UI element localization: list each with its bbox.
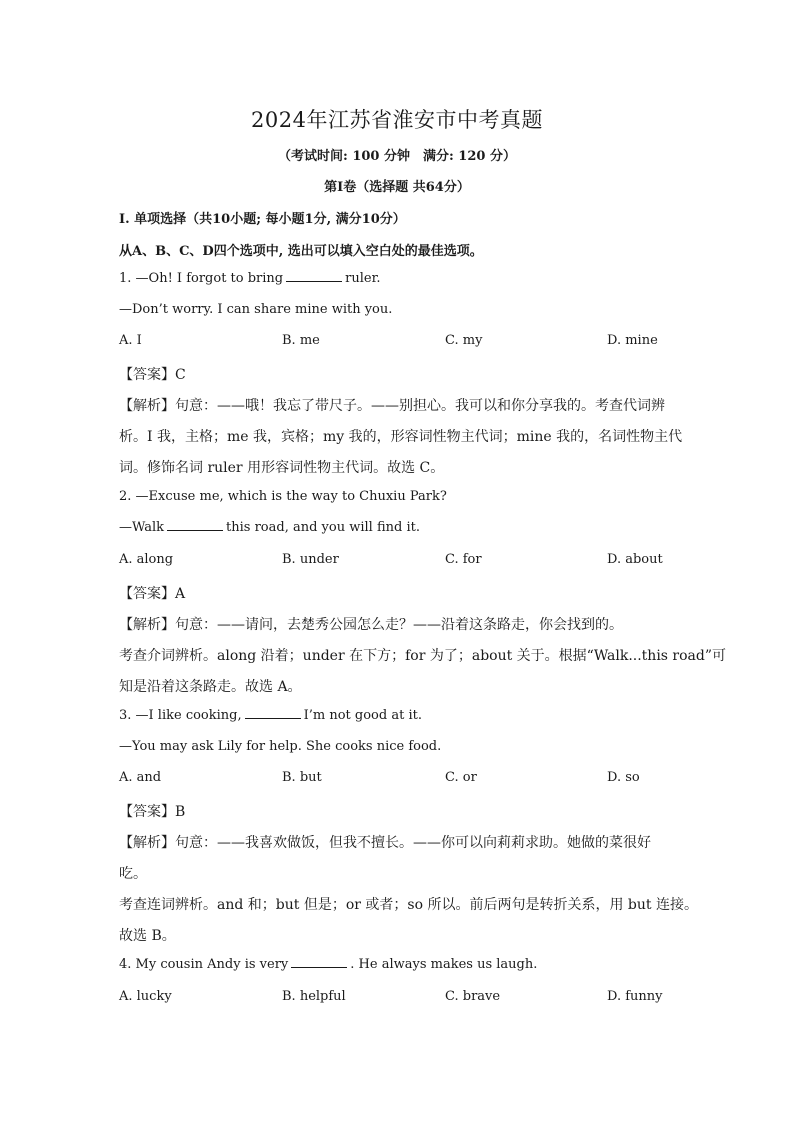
question-1-analysis-line: 析。I 我，主格；me 我，宾格；my 我的，形容词性物主代词；mine 我的，名词性物主代 — [119, 429, 683, 445]
option-b: B. under — [282, 552, 339, 567]
option-c: C. my — [445, 333, 483, 348]
question-3-analysis-line: 故选 B。 — [119, 928, 176, 944]
question-1-reply: —Don’t worry. I can share mine with you. — [119, 302, 393, 317]
question-4-stem — [119, 957, 537, 972]
section-heading: I. 单项选择（共10小题; 每小题1分, 满分10分） — [119, 212, 406, 227]
question-1-answer: 【答案】C — [119, 367, 186, 383]
question-1-stem-post: ruler. — [345, 271, 381, 286]
option-b: B. me — [282, 333, 320, 348]
question-2-answer: 【答案】A — [119, 586, 186, 602]
question-3-analysis-line: 【解析】句意：——我喜欢做饭，但我不擅长。——你可以向莉莉求助。她做的菜很好 — [119, 835, 651, 851]
section-instruction: 从A、B、C、D四个选项中, 选出可以填入空白处的最佳选项。 — [119, 244, 483, 259]
option-c: C. or — [445, 770, 477, 785]
question-1-stem-pre: 1. —Oh! I forgot to bring — [119, 271, 284, 286]
option-a: A. along — [119, 552, 174, 567]
question-2-analysis-line: 知是沿着这条路走。故选 A。 — [119, 679, 302, 695]
exam-subtitle: （考试时间: 100 分钟 满分: 120 分） — [278, 149, 516, 164]
part-heading: 第Ⅰ卷（选择题 共64分） — [324, 180, 470, 195]
question-3-analysis-line: 吃。 — [119, 866, 147, 882]
option-d: D. mine — [607, 333, 658, 348]
question-2-reply-post: this road, and you will find it. — [226, 520, 420, 535]
question-2-stem: 2. —Excuse me, which is the way to Chuxiu Park? — [119, 489, 447, 504]
question-1-stem — [119, 271, 380, 286]
option-a: A. lucky — [119, 989, 172, 1004]
option-a: A. I — [119, 333, 142, 348]
question-2-analysis-line: 【解析】句意：——请问，去楚秀公园怎么走？——沿着这条路走，你会找到的。 — [119, 617, 623, 633]
option-d: D. so — [607, 770, 640, 785]
exam-title: 2024年江苏省淮安市中考真题 — [251, 108, 543, 132]
answer-blank — [286, 271, 342, 282]
question-2-reply-pre: —Walk — [119, 520, 165, 535]
option-b: B. helpful — [282, 989, 346, 1004]
option-d: D. about — [607, 552, 663, 567]
option-d: D. funny — [607, 989, 663, 1004]
question-4-stem-pre: 4. My cousin Andy is very — [119, 957, 289, 972]
answer-blank — [167, 520, 223, 531]
answer-blank — [291, 957, 347, 968]
option-a: A. and — [119, 770, 162, 785]
question-3-stem-pre: 3. —I like cooking, — [119, 708, 242, 723]
option-b: B. but — [282, 770, 322, 785]
question-1-analysis-line: 【解析】句意：——哦！我忘了带尺子。——别担心。我可以和你分享我的。考查代词辨 — [119, 398, 665, 414]
question-3-stem — [119, 708, 422, 723]
question-3-stem-post: I’m not good at it. — [303, 708, 422, 723]
question-2-reply — [119, 520, 420, 535]
question-3-answer: 【答案】B — [119, 804, 186, 820]
option-c: C. brave — [445, 989, 501, 1004]
answer-blank — [245, 708, 301, 719]
question-4-stem-post: . He always makes us laugh. — [350, 957, 538, 972]
option-c: C. for — [445, 552, 482, 567]
question-1-analysis-line: 词。修饰名词 ruler 用形容词性物主代词。故选 C。 — [119, 460, 445, 476]
question-3-analysis-line: 考查连词辨析。and 和；but 但是；or 或者；so 所以。前后两句是转折关系，用 but 连接。 — [119, 897, 698, 913]
question-3-reply: —You may ask Lily for help. She cooks nice food. — [119, 739, 442, 754]
question-2-analysis-line: 考查介词辨析。along 沿着；under 在下方；for 为了；about 关于。根据“Walk...this road”可 — [119, 648, 727, 664]
